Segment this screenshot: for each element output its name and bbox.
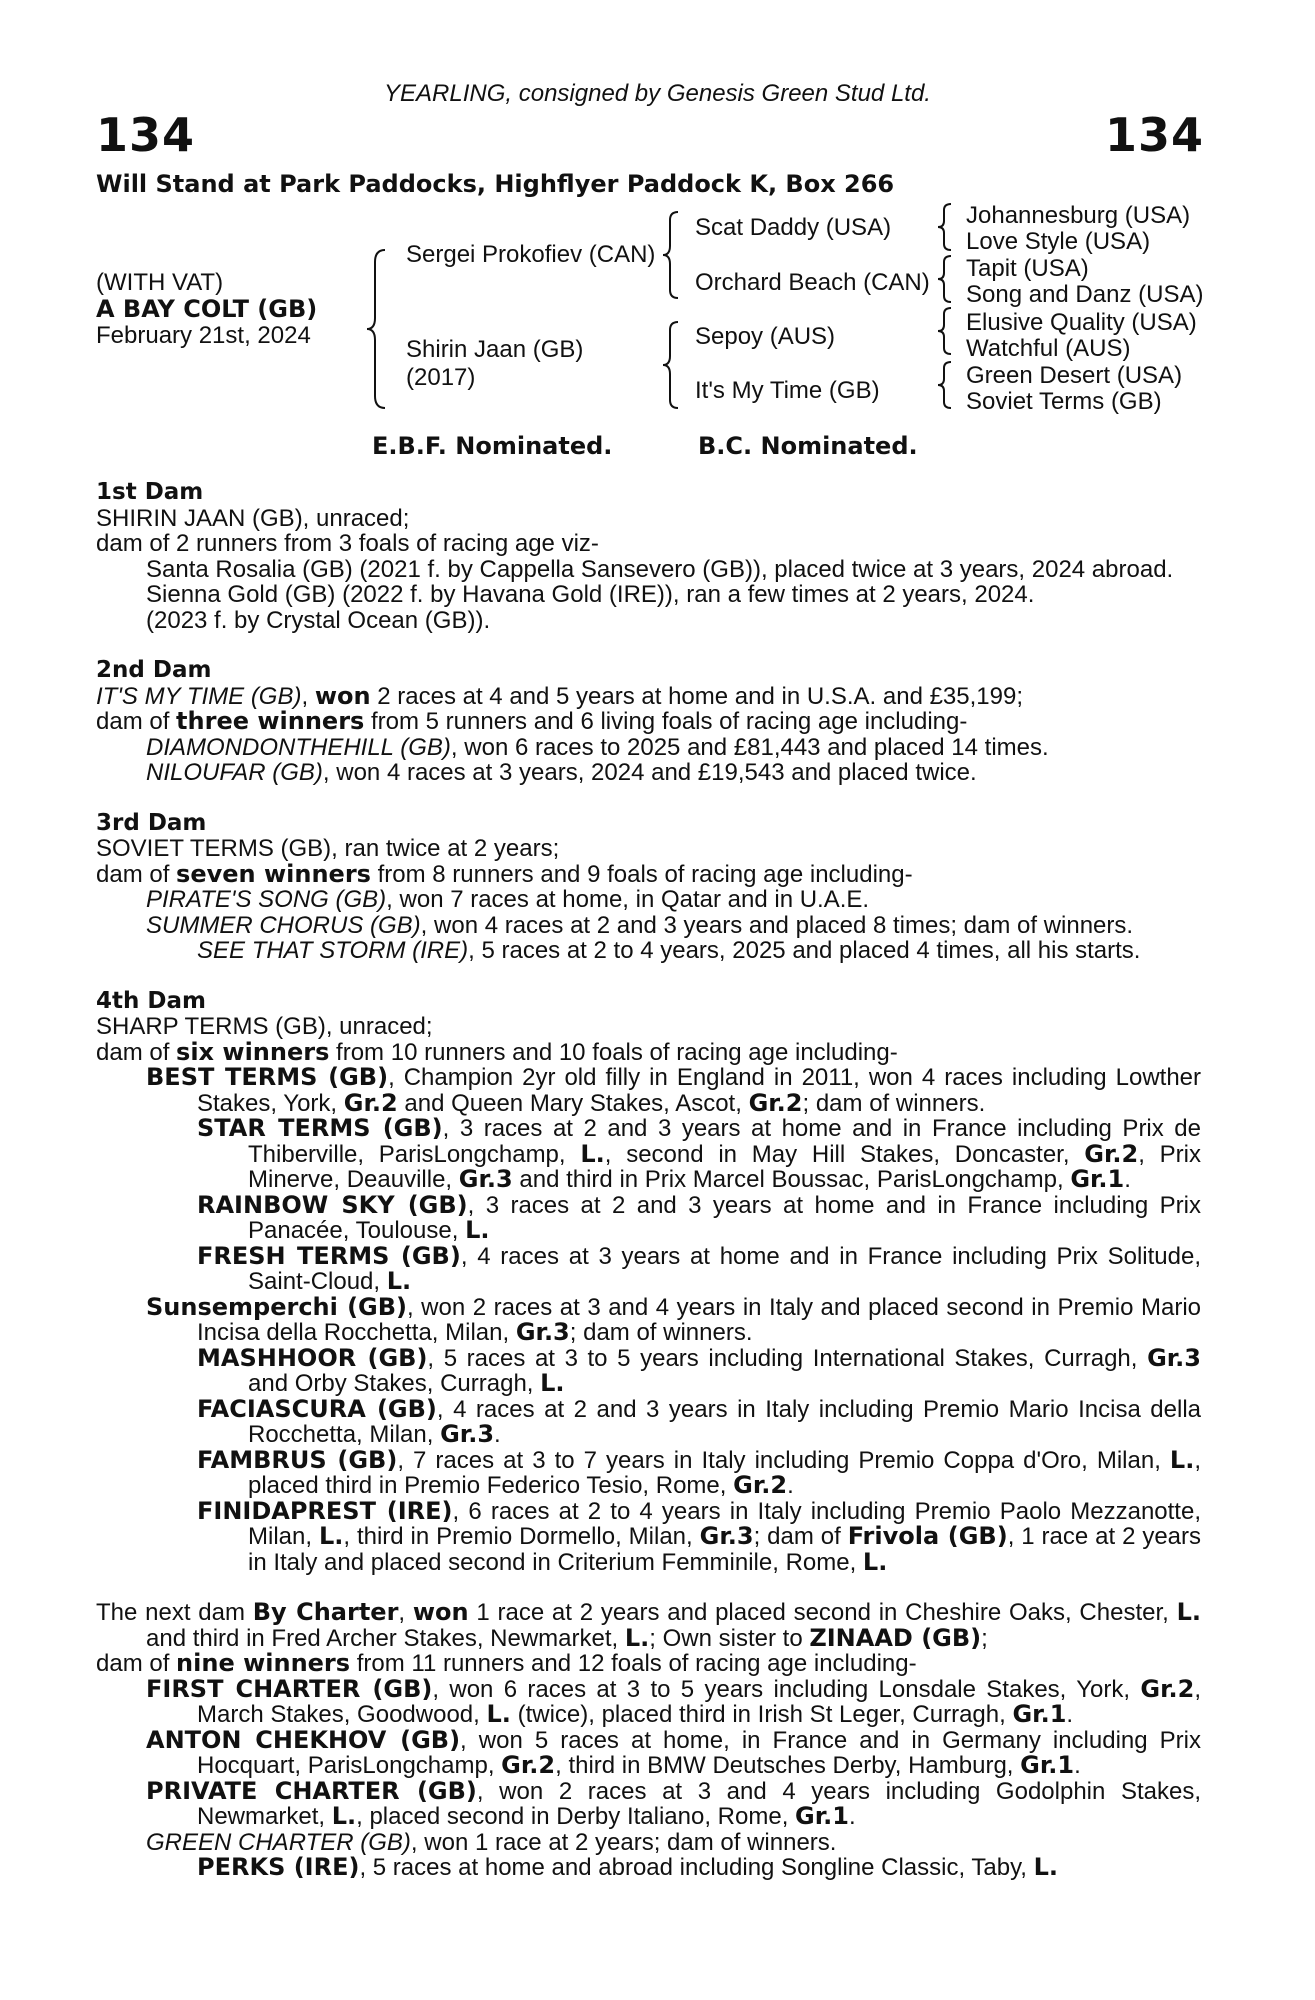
ebf-nominated: E.B.F. Nominated. — [372, 432, 613, 460]
produce-private-charter: PRIVATE CHARTER (GB), won 2 races at 3 and 4 years including Godolphin Stakes, Newmarket, L., placed second in Derby Italiano, Rome, Gr.1. — [146, 1776, 1202, 1830]
produce-santa-rosalia: Santa Rosalia (GB) (2021 f. by Cappella Sansevero (GB)), placed twice at 3 years, 2024 abroad. — [146, 555, 1174, 583]
pedigree-brace-sire — [660, 210, 682, 300]
third-dam-line: SOVIET TERMS (GB), ran twice at 2 years; — [96, 835, 560, 862]
consignor-subtitle: YEARLING, consigned by Genesis Green Stud Ltd. — [384, 80, 931, 107]
vat-label: (WITH VAT) — [96, 269, 224, 296]
third-dam-heading: 3rd Dam — [96, 809, 207, 836]
lot-number-left: 134 — [96, 108, 196, 162]
produce-sunsemperchi: Sunsemperchi (GB), won 2 races at 3 and 4 years in Italy and placed second in Premio Mario Incisa della Rocchetta, Milan, Gr.3; dam of winners. — [146, 1292, 1201, 1346]
fourth-dam-line: SHARP TERMS (GB), unraced; — [96, 1013, 433, 1040]
produce-fambrus: FAMBRUS (GB), 7 races at 3 to 7 years in Italy including Premio Coppa d'Oro, Milan, L., placed third in Premio Federico Tesio, Rome, Gr.2. — [197, 1445, 1201, 1499]
pedigree-sire: Sergei Prokofiev (CAN) — [406, 241, 656, 268]
pedigree-sds: Tapit (USA) — [966, 255, 1089, 282]
produce-perks: PERKS (IRE), 5 races at home and abroad including Songline Classic, Taby, L. — [197, 1853, 1059, 1881]
second-dam-line: IT'S MY TIME (GB), won 2 races at 4 and 5 years at home and in U.S.A. and £35,199; — [96, 681, 1023, 710]
first-dam-summary: dam of 2 runners from 3 foals of racing age viz- — [96, 530, 599, 557]
second-dam-heading: 2nd Dam — [96, 657, 212, 683]
pedigree-brace-main — [365, 248, 389, 410]
second-dam-summary: dam of three winners from 5 runners and 6 living foals of racing age including- — [96, 707, 968, 735]
next-dam-section — [96, 1600, 1201, 1881]
produce-mashhoor: MASHHOOR (GB), 5 races at 3 to 5 years including International Stakes, Curragh, Gr.3 and Orby Stakes, Curragh, L. — [197, 1343, 1201, 1397]
produce-fresh-terms: FRESH TERMS (GB), 4 races at 3 years at home and in France including Prix Solitude, Saint-Cloud, L. — [197, 1241, 1201, 1295]
produce-green-charter: GREEN CHARTER (GB), won 1 race at 2 years; dam of winners. — [146, 1828, 837, 1856]
produce-pirates-song: PIRATE'S SONG (GB), won 7 races at home, in Qatar and in U.A.E. — [146, 886, 870, 913]
produce-finidaprest: FINIDAPREST (IRE), 6 races at 2 to 4 years in Italy including Premio Paolo Mezzanotte, Milan, L., third in Premio Dormello, Milan, Gr.3; dam of Frivola (GB), 1 race at 2 years in Italy and placed second in Criterium Femminile, Rome, L. — [197, 1496, 1202, 1576]
produce-2023-filly: (2023 f. by Crystal Ocean (GB)). — [146, 606, 491, 634]
pedigree-dam: Shirin Jaan (GB) — [406, 336, 584, 363]
produce-best-terms: BEST TERMS (GB), Champion 2yr old filly in England in 2011, won 4 races including Lowther Stakes, York, Gr.2 and Queen Mary Stakes, Ascot, Gr.2; dam of winners. — [146, 1063, 1201, 1117]
pedigree-dam-year: (2017) — [406, 364, 476, 391]
produce-see-that-storm: SEE THAT STORM (IRE), 5 races at 2 to 4 years, 2025 and placed 4 times, all his starts. — [197, 937, 1141, 964]
pedigree-sss: Johannesburg (USA) — [966, 202, 1191, 229]
pedigree-brace-sd — [935, 254, 955, 304]
pedigree-dds: Green Desert (USA) — [966, 362, 1183, 389]
pedigree-sdd: Song and Danz (USA) — [966, 281, 1204, 308]
fourth-dam-heading: 4th Dam — [96, 987, 206, 1014]
bc-nominated: B.C. Nominated. — [698, 432, 918, 460]
horse-name: A BAY COLT (GB) — [96, 295, 318, 323]
third-dam-section — [96, 811, 1201, 964]
pedigree-sire-sire: Scat Daddy (USA) — [695, 214, 892, 241]
pedigree-sire-dam: Orchard Beach (CAN) — [695, 269, 930, 296]
produce-star-terms: STAR TERMS (GB), 3 races at 2 and 3 years at home and in France including Prix de Thiberville, ParisLongchamp, L., second in May Hill Stakes, Doncaster, Gr.2, Prix Minerve, Deauville, Gr.3 and third in Prix Marcel Boussac, ParisLongchamp, Gr.1. — [197, 1114, 1201, 1193]
foaling-date: February 21st, 2024 — [96, 322, 311, 349]
first-dam-section — [96, 480, 1201, 633]
next-dam-summary: dam of nine winners from 11 runners and 12 foals of racing age including- — [96, 1649, 917, 1677]
pedigree-dsd: Watchful (AUS) — [966, 335, 1131, 362]
pedigree-brace-ds — [935, 306, 955, 356]
lot-number-right: 134 — [1104, 108, 1204, 162]
produce-record — [96, 480, 1201, 1881]
pedigree-dam-sire: Sepoy (AUS) — [695, 323, 836, 350]
produce-sienna-gold: Sienna Gold (GB) (2022 f. by Havana Gold (IRE)), ran a few times at 2 years, 2024. — [146, 581, 1035, 608]
pedigree-dam-dam: It's My Time (GB) — [695, 377, 880, 404]
fourth-dam-section — [96, 989, 1201, 1576]
produce-summer-chorus: SUMMER CHORUS (GB), won 4 races at 2 and 3 years and placed 8 times; dam of winners. — [146, 911, 1134, 939]
pedigree-dss: Elusive Quality (USA) — [966, 309, 1197, 336]
pedigree-brace-dd — [935, 360, 955, 410]
produce-diamondonthehill: DIAMONDONTHEHILL (GB), won 6 races to 2025 and £81,443 and placed 14 times. — [146, 733, 1049, 761]
pedigree-brace-dam — [660, 320, 682, 410]
produce-rainbow-sky: RAINBOW SKY (GB), 3 races at 2 and 3 years at home and in France including Prix Panacée, Toulouse, L. — [197, 1190, 1202, 1244]
pedigree-ddd: Soviet Terms (GB) — [966, 388, 1162, 415]
first-dam-line: SHIRIN JAAN (GB), unraced; — [96, 504, 410, 532]
produce-niloufar: NILOUFAR (GB), won 4 races at 3 years, 2024 and £19,543 and placed twice. — [146, 759, 977, 786]
first-dam-heading: 1st Dam — [96, 479, 204, 505]
fourth-dam-summary: dam of six winners from 10 runners and 10 foals of racing age including- — [96, 1037, 898, 1066]
produce-faciascura: FACIASCURA (GB), 4 races at 2 and 3 years in Italy including Premio Mario Incisa della Rocchetta, Milan, Gr.3. — [197, 1394, 1202, 1448]
next-dam-line: The next dam By Charter, won 1 race at 2 years and placed second in Cheshire Oaks, Chester, L. and third in Fred Archer Stakes, Newmarket, L.; Own sister to ZINAAD (GB); — [96, 1598, 1201, 1652]
produce-anton-chekhov: ANTON CHEKHOV (GB), won 5 races at home, in France and in Germany including Prix Hocquart, ParisLongchamp, Gr.2, third in BMW Deutsches Derby, Hamburg, Gr.1. — [146, 1725, 1201, 1779]
third-dam-summary: dam of seven winners from 8 runners and 9 foals of racing age including- — [96, 859, 913, 888]
stable-location: Will Stand at Park Paddocks, Highflyer Paddock K, Box 266 — [96, 170, 895, 198]
second-dam-section — [96, 658, 1201, 786]
pedigree-brace-ss — [935, 202, 955, 252]
pedigree-ssd: Love Style (USA) — [966, 228, 1151, 255]
produce-first-charter: FIRST CHARTER (GB), won 6 races at 3 to 5 years including Lonsdale Stakes, York, Gr.2, March Stakes, Goodwood, L. (twice), placed third in Irish St Leger, Curragh, Gr.1. — [146, 1674, 1202, 1728]
